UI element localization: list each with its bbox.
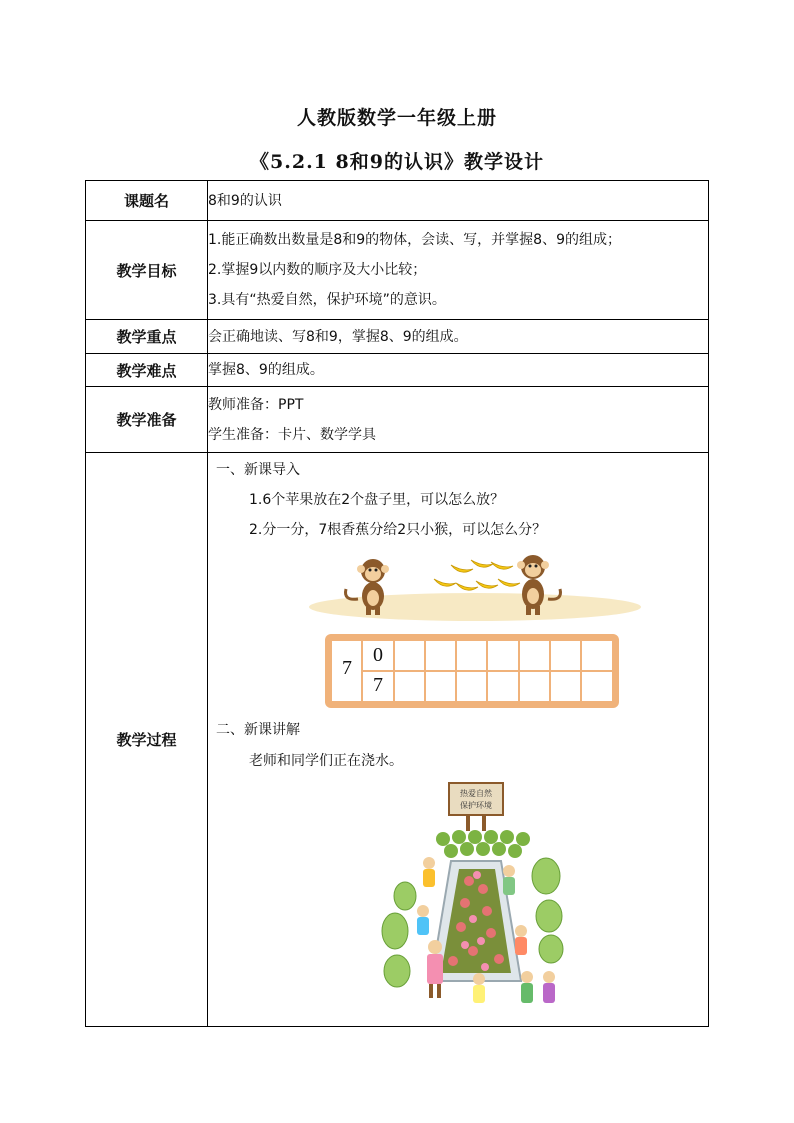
table-row — [86, 221, 709, 320]
potted-plants — [436, 830, 530, 858]
topic-text: 8和9的认识 — [208, 192, 282, 209]
child-figure — [521, 971, 533, 1003]
banana-icon — [434, 560, 520, 590]
teacher-figure — [427, 940, 443, 998]
row-value-key-points — [208, 320, 709, 354]
row-label-goals: 教学目标 — [86, 221, 208, 320]
row-value-process — [208, 453, 709, 1027]
sign-text-1: 热爱自然 — [460, 789, 492, 798]
prep-teacher: 教师准备：PPT — [208, 396, 304, 413]
watering-intro: 老师和同学们正在浇水。 — [249, 753, 403, 769]
row-value-difficulties — [208, 354, 709, 387]
question-apples: 1.6个苹果放在2个盘子里，可以怎么放？ — [249, 492, 505, 508]
grid-top-number: 0 — [373, 644, 383, 666]
child-figure — [423, 857, 435, 887]
decomposition-grid — [332, 641, 612, 701]
difficulties-text: 掌握8、9的组成。 — [208, 362, 324, 378]
section-explain-heading: 二、新课讲解 — [216, 722, 300, 738]
sign-text-2: 保护环境 — [460, 801, 492, 810]
key-points-text: 会正确地读、写8和9，掌握8、9的组成。 — [208, 328, 468, 345]
document-subtitle: 《5.2.1 8和9的认识》教学设计 — [250, 151, 544, 173]
monkeys-bananas-illustration — [308, 549, 643, 629]
child-figure — [503, 865, 515, 895]
goal-2: 2.掌握9以内数的顺序及大小比较； — [208, 262, 427, 278]
prep-student: 学生准备：卡片、数学学具 — [208, 426, 376, 443]
table-row — [86, 387, 709, 453]
goal-3: 3.具有“热爱自然，保护环境”的意识。 — [208, 292, 446, 308]
watering-scene-illustration — [381, 781, 566, 1021]
sign-board — [449, 783, 503, 831]
row-value-goals — [208, 221, 709, 320]
row-label-process: 教学过程 — [86, 453, 208, 1027]
row-value-preparation — [208, 387, 709, 453]
row-label-key-points: 教学重点 — [86, 320, 208, 354]
table-row — [86, 181, 709, 221]
row-value-topic — [208, 181, 709, 221]
child-figure — [473, 973, 485, 1003]
table-row — [86, 354, 709, 387]
section-intro-heading: 一、新课导入 — [216, 462, 300, 478]
child-figure — [417, 905, 429, 935]
goal-1: 1.能正确数出数量是8和9的物体，会读、写，并掌握8、9的组成； — [208, 232, 621, 248]
table-row — [86, 320, 709, 354]
lesson-plan-table — [85, 180, 709, 1027]
decomposition-grid-frame — [325, 634, 619, 708]
row-label-topic: 课题名 — [86, 181, 208, 221]
child-figure — [543, 971, 555, 1003]
question-bananas: 2.分一分，7根香蕉分给2只小猴，可以怎么分？ — [249, 522, 547, 538]
row-label-preparation: 教学准备 — [86, 387, 208, 453]
document-title: 人教版数学一年级上册 — [296, 107, 497, 129]
row-label-difficulties: 教学难点 — [86, 354, 208, 387]
grid-bottom-number: 7 — [373, 674, 383, 696]
grid-total-number: 7 — [342, 657, 352, 679]
table-row — [86, 453, 709, 1027]
child-figure — [515, 925, 527, 955]
